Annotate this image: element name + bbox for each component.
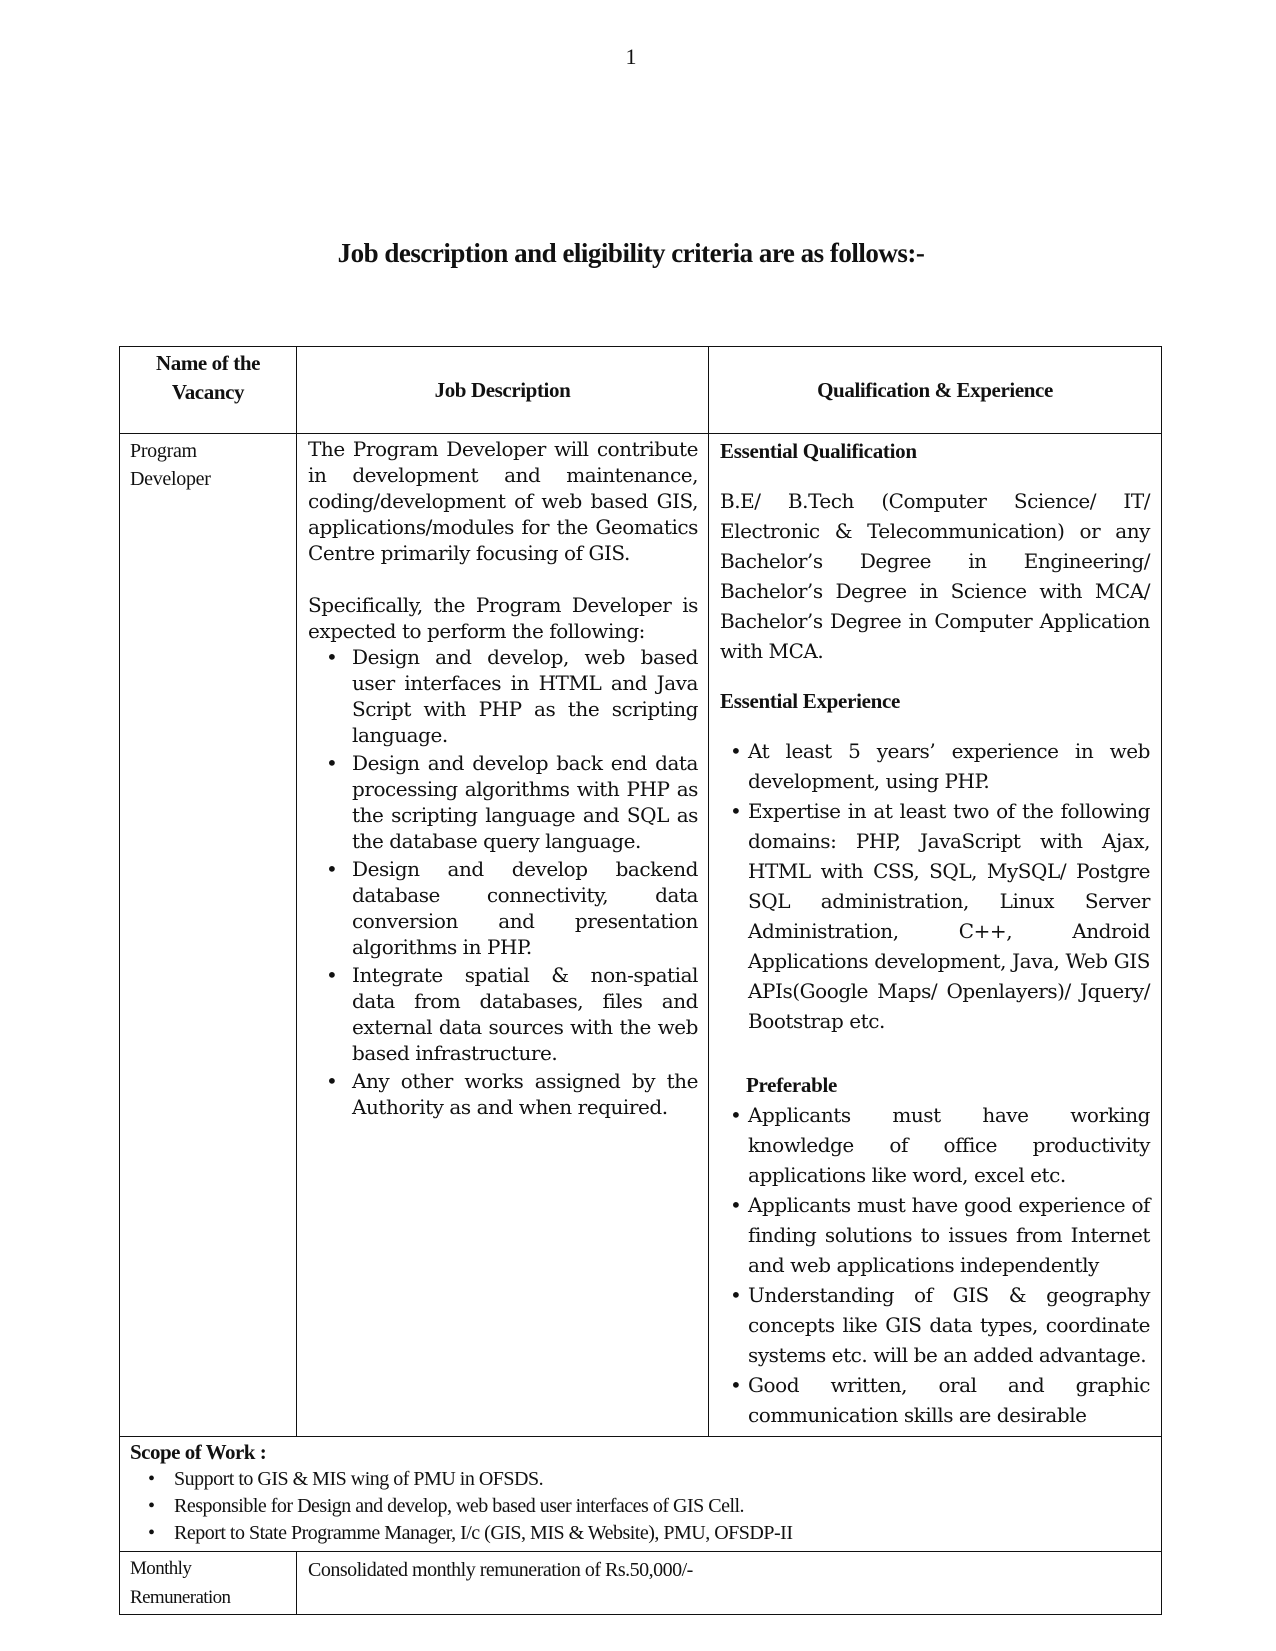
job-description-cell [297,434,709,1437]
list-item: • Support to GIS & MIS wing of PMU in OFSDS. [174,1466,1151,1493]
list-item: • Design and develop back end data processing algorithms with PHP as the scripting language and SQL as the database query language. [326,751,698,853]
bullet-icon: • [730,739,742,763]
table-row-program-developer [120,434,1162,1437]
bullet-icon: • [730,1373,742,1397]
essential-qualification-heading: Essential Qualification [720,439,917,463]
bullet-icon: • [148,1468,155,1490]
bullet-icon: • [730,1193,742,1217]
header-job-description: Job Description [297,347,709,434]
header-vacancy-name: Name of the Vacancy [120,347,297,434]
description-intro: The Program Developer will contribute in development and maintenance, coding/development of web based GIS, applications/modules for the Geomatics Centre primarily focusing of GIS. [308,437,698,565]
preferable-heading: Preferable [746,1073,838,1097]
scope-of-work-row [120,1437,1162,1552]
duties-list [308,644,698,1120]
remuneration-value: Consolidated monthly remuneration of Rs.50,000/- [308,1559,693,1581]
job-description-table [119,346,1162,1615]
bullet-icon: • [326,751,338,775]
scope-of-work-heading: Scope of Work : [130,1440,267,1464]
remuneration-label-line2: Remuneration [130,1587,231,1608]
remuneration-label-cell [120,1552,297,1615]
list-item: • Report to State Programme Manager, I/c (GIS, MIS & Website), PMU, OFSDP-II [174,1520,1151,1547]
bullet-icon: • [730,799,742,823]
header-qualification: Qualification & Experience [709,347,1162,434]
vacancy-name-line2: Developer [130,468,211,490]
vacancy-name-cell [120,434,297,1437]
bullet-icon: • [326,1069,338,1093]
list-item: • Integrate spatial & non-spatial data from databases, files and external data sources with the web based infrastructure. [326,963,698,1065]
bullet-icon: • [730,1103,742,1127]
list-item: • Understanding of GIS & geography concepts like GIS data types, coordinate systems etc. will be an added advantage. [748,1280,1150,1370]
bullet-icon: • [148,1522,155,1544]
essential-experience-list [720,736,1150,1036]
list-item: • Design and develop backend database connectivity, data conversion and presentation algorithms in PHP. [326,857,698,959]
bullet-icon: • [730,1283,742,1307]
description-lead: Specifically, the Program Developer is expected to perform the following: [308,593,698,643]
preferable-list [720,1100,1150,1430]
bullet-icon: • [326,645,338,669]
page-number: 1 [625,44,637,69]
list-item: • Good written, oral and graphic communication skills are desirable [748,1370,1150,1430]
scope-list [130,1466,1151,1547]
essential-qualification-text: B.E/ B.Tech (Computer Science/ IT/ Electronic & Telecommunication) or any Bachelor’s Degree in Engineering/ Bachelor’s Degree in Science with MCA/ Bachelor’s Degree in Computer Application with MCA. [720,489,1150,663]
list-item: • At least 5 years’ experience in web development, using PHP. [748,736,1150,796]
table-header-row [120,347,1162,434]
list-item: • Expertise in at least two of the following domains: PHP, JavaScript with Ajax, HTML with CSS, SQL, MySQL/ Postgre SQL administration, Linux Server Administration, C++, Android Applications development, Java, Web GIS APIs(Google Maps/ Openlayers)/ Jquery/ Bootstrap etc. [748,796,1150,1036]
essential-experience-heading: Essential Experience [720,689,901,713]
bullet-icon: • [148,1495,155,1517]
list-item: • Any other works assigned by the Authority as and when required. [326,1069,698,1119]
list-item: • Applicants must have good experience of finding solutions to issues from Internet and web applications independently [748,1190,1150,1280]
qualification-cell [709,434,1162,1437]
remuneration-value-cell [297,1552,1162,1615]
remuneration-row [120,1552,1162,1615]
document-title: Job description and eligibility criteria are as follows:- [337,238,925,268]
list-item: • Applicants must have working knowledge of office productivity applications like word, excel etc. [748,1100,1150,1190]
vacancy-name-line1: Program [130,440,197,462]
bullet-icon: • [326,963,338,987]
remuneration-label-line1: Monthly [130,1558,192,1579]
scope-of-work-cell [120,1437,1162,1552]
list-item: • Design and develop, web based user interfaces in HTML and Java Script with PHP as the scripting language. [326,645,698,747]
bullet-icon: • [326,857,338,881]
list-item: • Responsible for Design and develop, web based user interfaces of GIS Cell. [174,1493,1151,1520]
